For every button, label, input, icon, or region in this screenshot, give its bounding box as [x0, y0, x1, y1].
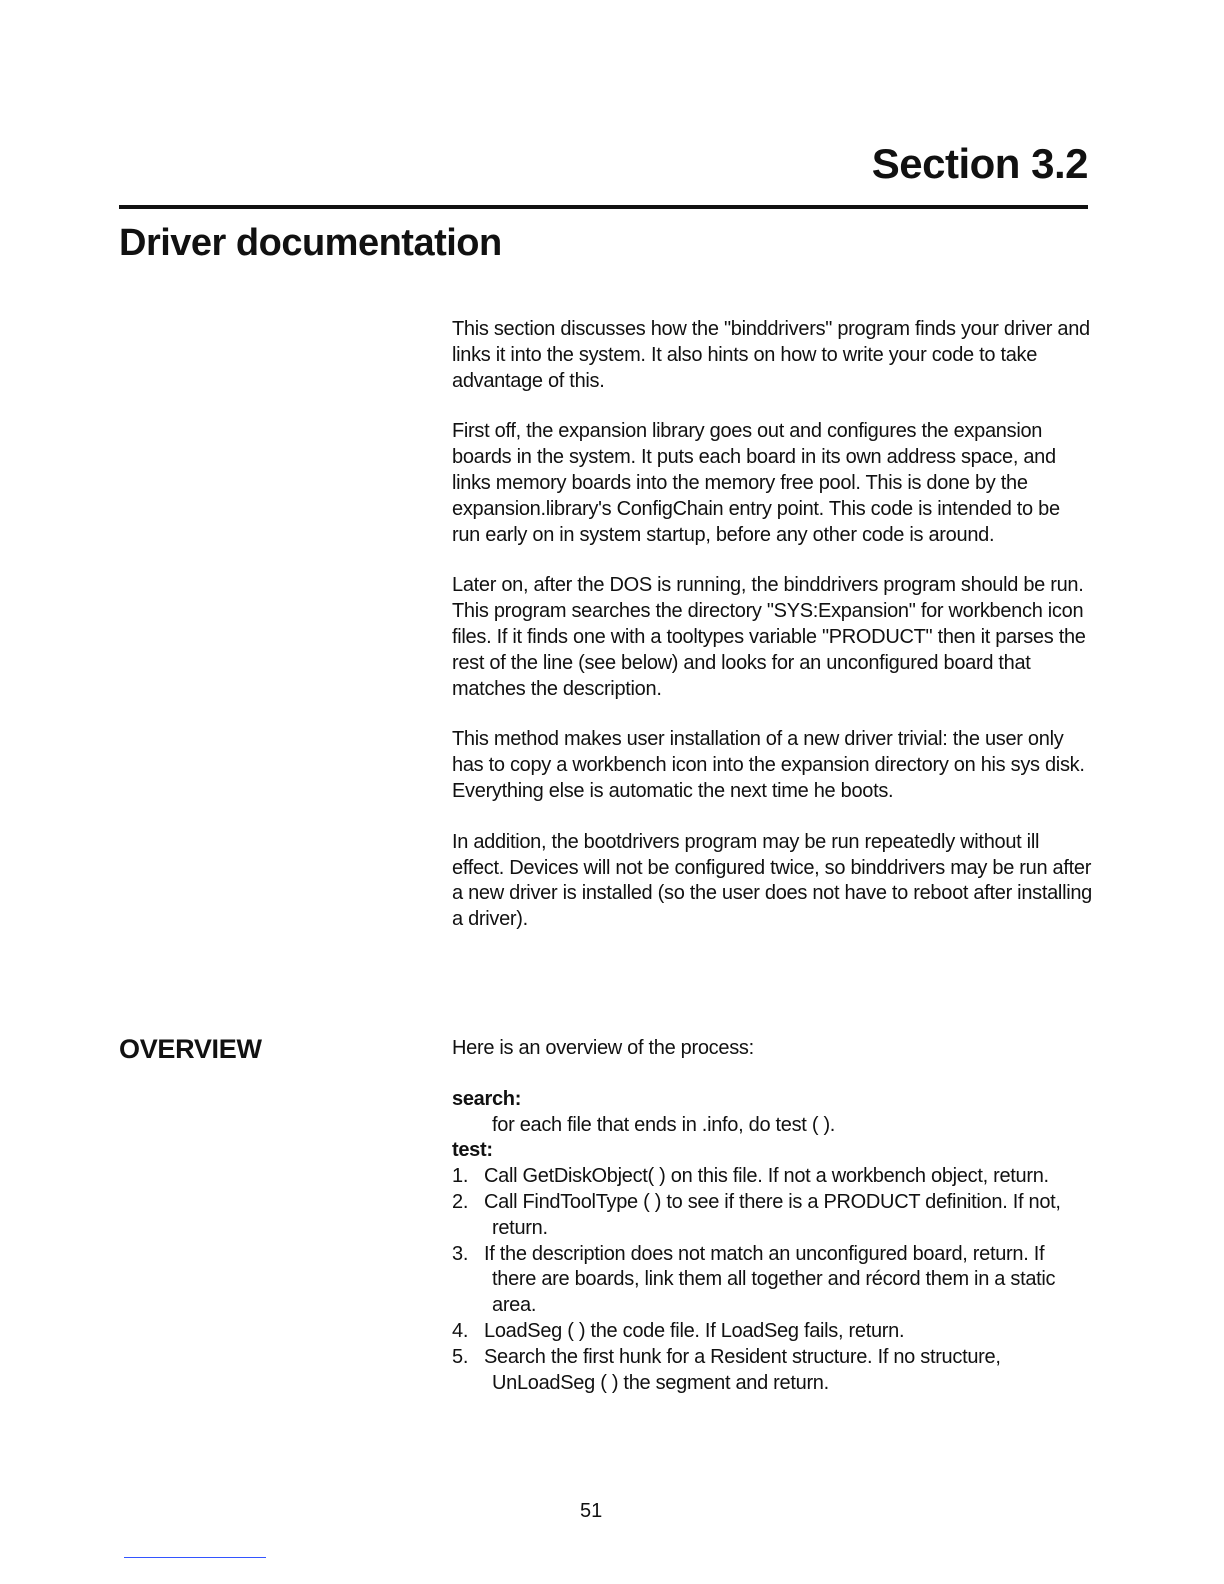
search-label: search: [452, 1087, 522, 1110]
step-text: Call FindToolType ( ) to see if there is a PRODUCT definition. If not, return. [484, 1190, 1061, 1239]
test-step [452, 1345, 1092, 1397]
header-rule [119, 205, 1088, 209]
step-text: If the description does not match an unconfigured board, return. If there are boards, link them all together and récord them in a static area. [484, 1242, 1056, 1317]
page-number: 51 [580, 1500, 603, 1522]
footnote-rule [124, 1557, 266, 1558]
intro-paragraph-4: This method makes user installation of a new driver trivial: the user only has to copy a workbench icon into the expansion directory on his sys disk. Everything else is automatic the next time he boots. [452, 728, 1085, 802]
overview-heading: OVERVIEW [119, 1034, 262, 1064]
test-label: test: [452, 1139, 493, 1162]
step-text: Call GetDiskObject( ) on this file. If not a workbench object, return. [484, 1165, 1049, 1188]
test-step [452, 1190, 1092, 1242]
overview-lead: Here is an overview of the process: [452, 1037, 754, 1059]
step-number: 5. [452, 1345, 469, 1368]
step-number: 4. [452, 1319, 469, 1342]
step-number: 1. [452, 1165, 469, 1188]
section-label: Section 3.2 [871, 140, 1088, 187]
test-steps-list [452, 1164, 1092, 1396]
step-text: Search the first hunk for a Resident structure. If no structure, UnLoadSeg ( ) the segment and return. [484, 1345, 1001, 1394]
intro-paragraph-3: Later on, after the DOS is running, the binddrivers program should be run. This program searches the directory "SYS:Expansion" for workbench icon files. If it finds one with a tooltypes variable "PRODUCT" then it parses the rest of the line (see below) and looks for an unconfigured board that matches the description. [452, 574, 1086, 700]
intro-paragraph-1: This section discusses how the "binddrivers" program finds your driver and links it into the system. It also hints on how to write your code to take advantage of this. [452, 318, 1090, 392]
search-text: for each file that ends in .info, do test ( ). [492, 1113, 836, 1136]
intro-paragraph-2: First off, the expansion library goes out and configures the expansion boards in the system. It puts each board in its own address space, and links memory boards into the memory free pool. This is done by the expansion.library's ConfigChain entry point. This code is intended to be run early on in system startup, before any other code is around. [452, 420, 1060, 546]
intro-text [452, 317, 1092, 958]
intro-paragraph-5: In addition, the bootdrivers program may be run repeatedly without ill effect. Devices will not be configured twice, so binddrivers may be run after a new driver is installed (so the user does not have to reboot after installing a driver). [452, 830, 1093, 931]
test-step [452, 1164, 1092, 1190]
test-step [452, 1242, 1092, 1319]
step-number: 3. [452, 1242, 469, 1265]
step-text: LoadSeg ( ) the code file. If LoadSeg fails, return. [484, 1319, 905, 1342]
overview-section [452, 1036, 1092, 1396]
test-step [452, 1319, 1092, 1345]
step-number: 2. [452, 1190, 469, 1213]
chapter-title: Driver documentation [119, 222, 502, 264]
